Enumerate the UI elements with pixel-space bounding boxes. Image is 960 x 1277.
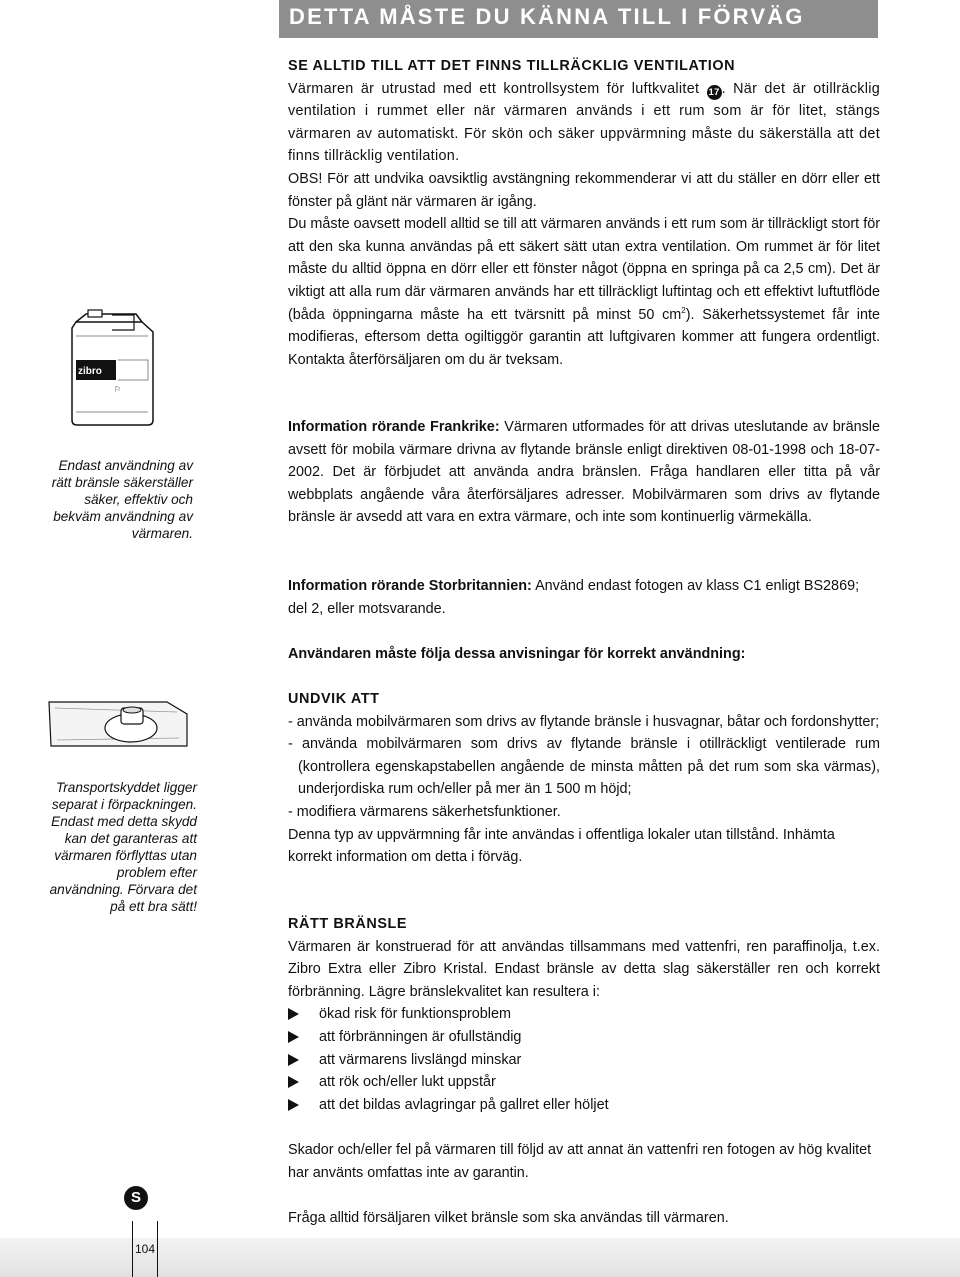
transport-protector-illustration	[47, 700, 191, 750]
bullet-arrow-icon	[288, 1054, 299, 1066]
list-item: att förbränningen är ofullständig	[288, 1026, 880, 1049]
protector-caption: Transportskyddet ligger separat i förpackningen. Endast med detta skydd kan det garanteras att värmaren förflyttas utan problem efter användning. Förvara det på ett bra sätt!	[49, 780, 197, 914]
avoid-note: Denna typ av uppvärmning får inte användas i offentliga lokaler utan tillstånd. Inhämta korrekt information om detta i förväg.	[288, 826, 835, 866]
france-paragraph: Information rörande Frankrike: Värmaren utformades för att drivas uteslutande av bränsle avsett för mobila värmare drivna av flytande bränsle enligt direktiven 08-01-1998 och 18-07-2002. Det är förbjudet att använda andra bränslen. Fråga handlaren eller titta på vår webbplats angående våra återförsäljares adresser. Mobilvärmaren som drivs av flytande bränsle är avsedd att vara en extra värmare, och inte som kontinuerlig värmekälla.	[288, 419, 880, 526]
section-header	[279, 0, 878, 38]
fuel-canister-illustration	[62, 308, 160, 428]
page-number: 104	[134, 1242, 156, 1256]
uk-section	[288, 575, 880, 620]
bullet-arrow-icon	[288, 1099, 299, 1111]
ventilation-para-2: OBS! För att undvika oavsiktlig avstängning rekommenderar vi att du ställer en dörr eller ett fönster på glänt när värmaren är igång.	[288, 170, 880, 210]
uk-paragraph: Information rörande Storbritannien: Använd endast fotogen av klass C1 enligt BS2869; del 2, eller motsvarande.	[288, 578, 860, 617]
avoid-item: - modifiera värmarens säkerhetsfunktioner.	[288, 803, 561, 820]
svg-text:⚐: ⚐	[114, 385, 122, 394]
uk-label: Information rörande Storbritannien:	[288, 578, 532, 594]
list-item: ökad risk för funktionsproblem	[288, 1003, 880, 1026]
list-item: att värmarens livslängd minskar	[288, 1049, 880, 1072]
bullet-arrow-icon	[288, 1008, 299, 1020]
france-label: Information rörande Frankrike:	[288, 419, 500, 435]
list-item: att rök och/eller lukt uppstår	[288, 1071, 880, 1094]
page-number-box	[132, 1221, 158, 1277]
canister-caption: Endast användning av rätt bränsle säkerställer säker, effektiv och bekväm användning av värmaren.	[51, 458, 193, 541]
avoid-item: - använda mobilvärmaren som drivs av flytande bränsle i husvagnar, båtar och fordonshytter;	[288, 713, 880, 730]
fuel-section	[288, 913, 880, 1116]
list-item: att det bildas avlagringar på gallret eller höljet	[288, 1094, 880, 1117]
ventilation-section	[288, 55, 880, 371]
bullet-arrow-icon	[288, 1076, 299, 1088]
canister-logo: zibro	[78, 366, 102, 377]
section-title: DETTA MÅSTE DU KÄNNA TILL I FÖRVÄG	[289, 4, 805, 29]
france-section	[288, 416, 880, 529]
fuel-heading: RÄTT BRÄNSLE	[288, 916, 408, 932]
ventilation-para-1: Värmaren är utrustad med ett kontrollsystem för luftkvalitet 17 . När det är otillräcklig ventilation i rummet eller när värmaren används i ett rum som är för litet, stängs värmaren av automatiskt. För skön och säker uppvärmning måste du säkerställa att det finns tillräcklig ventilation.	[288, 80, 880, 165]
damage-note: Skador och/eller fel på värmaren till följd av att annat än vattenfri ren fotogen av hög kvalitet har använts omfattas inte av garantin.	[288, 1142, 872, 1181]
ventilation-para-3: Du måste oavsett modell alltid se till att värmaren används i ett rum som är tillräckligt stort för att den ska kunna användas på ett säkert sätt utan extra ventilation. Om rummet är för litet måste du alltid öppna en dörr eller ett fönster något (öppna en springa på ca 2,5 cm). Det är viktigt att alla rum där värmaren används har ett tillräckligt luftintag och ett effektivt luftutflöde (båda öppningarna måste ha ett tvärsnitt på minst 50 $cm^2$). Säkerhetssystemet får inte modifieras, eftersom detta ogiltiggör garantin att luftgivaren kommer att fungera ordentligt. Kontakta återförsäljaren om du är tveksam.	[288, 216, 880, 368]
language-badge: S	[124, 1186, 148, 1210]
fuel-text: Värmaren är konstruerad för att användas tillsammans med vattenfri, ren paraffinolja, t.ex. Zibro Extra eller Zibro Kristal. Endast bränsle av detta slag säkerställer ren och korrekt förbränning. Lägre bränslekvalitet kan resultera i:	[288, 938, 880, 1000]
ventilation-heading: SE ALLTID TILL ATT DET FINNS TILLRÄCKLIG VENTILATION	[288, 58, 736, 74]
avoid-section	[288, 688, 880, 869]
avoid-heading: UNDVIK ATT	[288, 691, 380, 707]
ask-note: Fråga alltid försäljaren vilket bränsle som ska användas till värmaren.	[288, 1210, 729, 1226]
avoid-item: - använda mobilvärmaren som drivs av flytande bränsle i otillräckligt ventilerade rum (kontrollera egenskapstabellen angående de minsta måtten på det rum som ska värmas), underjordiska rum och/eller på mer än 1 500 m höjd;	[288, 736, 880, 798]
callout-17-icon: 17	[708, 86, 720, 98]
bullet-arrow-icon	[288, 1031, 299, 1043]
instructions-heading: Användaren måste följa dessa anvisningar för korrekt användning:	[288, 646, 746, 662]
